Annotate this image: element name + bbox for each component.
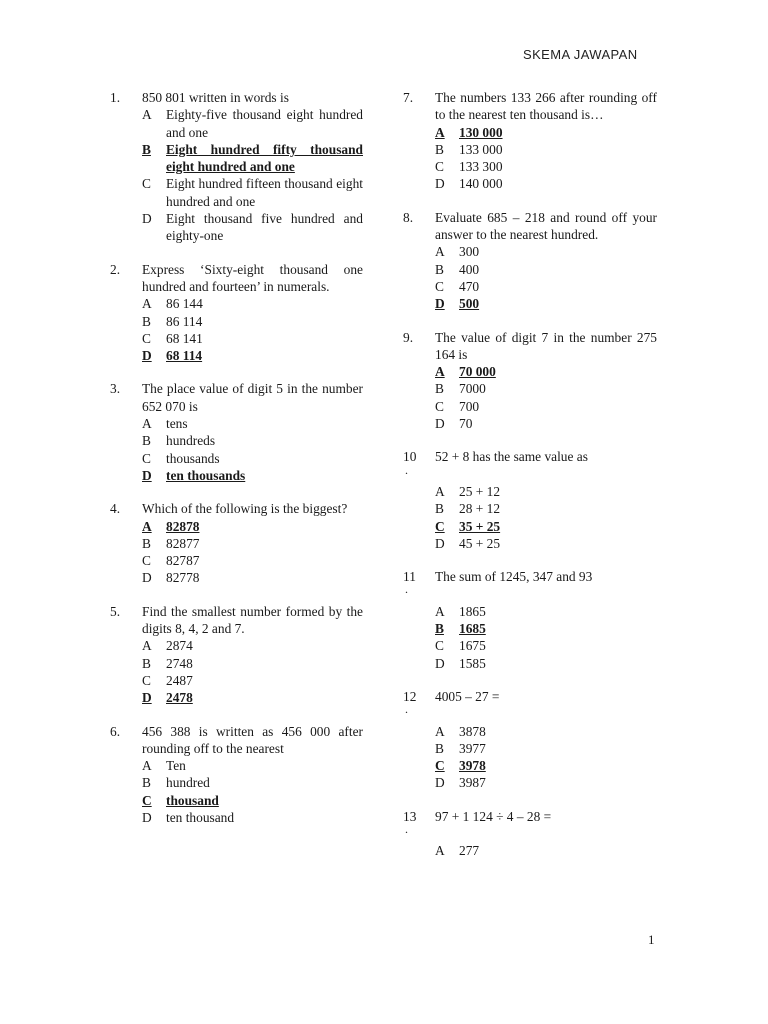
option-letter: C	[142, 176, 151, 192]
option-letter: B	[142, 141, 151, 157]
question-8	[403, 209, 657, 313]
question-11	[403, 568, 657, 672]
left-question-column	[110, 89, 363, 842]
correct-option-c	[142, 792, 363, 809]
option-d	[435, 415, 657, 432]
option-text: 2748	[166, 655, 193, 671]
correct-option-b	[142, 141, 363, 176]
option-a	[142, 106, 363, 141]
option-letter: A	[435, 603, 445, 619]
option-b	[435, 141, 657, 158]
question-number: 5.	[110, 603, 121, 619]
question-number-dot: .	[405, 821, 408, 836]
option-letter: C	[435, 638, 444, 654]
right-question-column	[403, 89, 657, 876]
option-text: 500	[459, 296, 480, 312]
question-number: 12	[403, 688, 417, 704]
question-9	[403, 329, 657, 433]
option-text: 2478	[166, 690, 193, 706]
option-b	[142, 432, 363, 449]
option-d	[435, 535, 657, 552]
option-text: 140 000	[459, 176, 503, 192]
option-letter: C	[435, 159, 444, 175]
option-letter: A	[142, 758, 152, 774]
option-letter: A	[435, 723, 445, 739]
correct-option-c	[435, 757, 657, 774]
question-10	[403, 448, 657, 552]
option-letter: D	[435, 176, 445, 192]
question-1	[110, 89, 363, 245]
option-letter: B	[435, 621, 444, 637]
question-6	[110, 723, 363, 827]
option-letter: C	[142, 672, 151, 688]
option-text: 133 300	[459, 159, 503, 175]
option-text: 133 000	[459, 141, 503, 157]
option-letter: D	[142, 690, 152, 706]
option-text: 3977	[459, 740, 486, 756]
question-number-dot: .	[405, 462, 408, 477]
option-letter: B	[142, 535, 151, 551]
option-b	[142, 313, 363, 330]
option-letter: A	[435, 483, 445, 499]
question-number: 3.	[110, 381, 121, 397]
option-letter: A	[435, 843, 445, 859]
question-number: 2.	[110, 261, 121, 277]
correct-option-a	[142, 518, 363, 535]
option-letter: B	[435, 141, 444, 157]
correct-option-a	[435, 124, 657, 141]
option-c	[142, 330, 363, 347]
option-letter: B	[142, 775, 151, 791]
question-number: 11	[403, 569, 416, 585]
option-a	[435, 243, 657, 260]
option-text: 86 114	[166, 313, 203, 329]
question-number: 4.	[110, 501, 121, 517]
option-text: 45 + 25	[459, 535, 501, 551]
question-number: 1.	[110, 90, 121, 105]
option-text: 130 000	[459, 124, 503, 140]
option-text: 68 141	[166, 330, 203, 346]
option-a	[142, 757, 363, 774]
option-letter: D	[142, 467, 152, 483]
option-a	[142, 295, 363, 312]
option-c	[435, 637, 657, 654]
question-number: 10	[403, 449, 417, 465]
option-text: 28 + 12	[459, 501, 501, 517]
question-text: Evaluate 685 – 218 and round off your answer to the nearest hundred.	[435, 209, 657, 243]
option-letter: C	[435, 518, 445, 534]
option-c	[142, 672, 363, 689]
option-letter: B	[142, 433, 151, 449]
option-c	[142, 175, 363, 210]
option-d	[142, 809, 363, 826]
option-text: hundred	[166, 775, 210, 791]
option-letter: A	[435, 364, 445, 380]
option-text: 2487	[166, 672, 193, 688]
option-letter: B	[142, 313, 151, 329]
option-letter: D	[142, 809, 152, 825]
question-text: 52 + 8 has the same value as	[435, 449, 588, 465]
option-text: 70 000	[459, 364, 496, 380]
option-d	[142, 210, 363, 245]
question-4	[110, 500, 363, 586]
question-13	[403, 808, 657, 860]
option-text: 2874	[166, 638, 193, 654]
option-letter: B	[435, 740, 444, 756]
option-letter: A	[142, 296, 152, 312]
option-letter: D	[142, 348, 152, 364]
question-2	[110, 261, 363, 365]
option-letter: D	[142, 211, 152, 227]
option-a	[435, 483, 657, 500]
option-letter: C	[435, 398, 444, 414]
option-letter: B	[435, 261, 444, 277]
page-header-title: SKEMA JAWAPAN	[523, 47, 638, 62]
option-letter: C	[435, 758, 445, 774]
option-letter: D	[435, 775, 445, 791]
option-text: 3878	[459, 723, 486, 739]
option-d	[142, 569, 363, 586]
option-b	[142, 535, 363, 552]
option-text: 1865	[459, 603, 486, 619]
correct-option-a	[435, 363, 657, 380]
option-letter: D	[435, 416, 445, 432]
option-text: 3987	[459, 775, 486, 791]
option-letter: D	[142, 570, 152, 586]
option-c	[435, 278, 657, 295]
option-c	[142, 552, 363, 569]
option-letter: C	[142, 330, 151, 346]
option-b	[142, 774, 363, 791]
option-text: 7000	[459, 381, 486, 397]
option-b	[142, 655, 363, 672]
question-12	[403, 688, 657, 792]
question-text: The sum of 1245, 347 and 93	[435, 569, 593, 585]
option-letter: C	[142, 450, 151, 466]
option-letter: D	[435, 655, 445, 671]
question-number: 13	[403, 808, 417, 824]
option-d	[435, 774, 657, 791]
option-text: 35 + 25	[459, 518, 501, 534]
correct-option-b	[435, 620, 657, 637]
option-letter: D	[435, 535, 445, 551]
option-text: hundreds	[166, 433, 216, 449]
option-text: 277	[459, 843, 480, 859]
option-text: Ten	[166, 758, 186, 774]
option-text: 1585	[459, 655, 486, 671]
option-text: 82787	[166, 553, 200, 569]
option-b	[435, 380, 657, 397]
option-a	[435, 723, 657, 740]
option-c	[435, 158, 657, 175]
question-number: 6.	[110, 723, 121, 739]
option-letter: A	[142, 638, 152, 654]
option-letter: A	[435, 124, 445, 140]
option-text: 3978	[459, 758, 486, 774]
option-text: Eight hundred fifteen thousand eight hundred and one	[166, 176, 363, 209]
option-letter: B	[435, 381, 444, 397]
question-text: Find the smallest number formed by the digits 8, 4, 2 and 7.	[142, 603, 363, 637]
correct-option-d	[142, 347, 363, 364]
question-text: The numbers 133 266 after rounding off to the nearest ten thousand is…	[435, 90, 657, 123]
option-text: 82878	[166, 518, 200, 534]
option-text: tens	[166, 416, 188, 432]
option-a	[435, 842, 657, 859]
correct-option-d	[142, 467, 363, 484]
option-text: 82877	[166, 535, 200, 551]
option-letter: A	[142, 107, 152, 123]
option-d	[435, 655, 657, 672]
option-text: ten thousands	[166, 467, 246, 483]
option-letter: C	[435, 278, 444, 294]
option-a	[435, 603, 657, 620]
question-text: 4005 – 27 =	[435, 688, 500, 704]
option-text: Eight thousand five hundred and eighty-one	[166, 211, 363, 244]
correct-option-c	[435, 518, 657, 535]
option-text: ten thousand	[166, 809, 235, 825]
question-7	[403, 89, 657, 193]
question-text: Express ‘Sixty-eight thousand one hundred and fourteen’ in numerals.	[142, 261, 363, 294]
option-text: 70	[459, 416, 473, 432]
question-text: 850 801 written in words is	[142, 90, 289, 105]
option-text: thousands	[166, 450, 220, 466]
option-a	[142, 637, 363, 654]
option-letter: A	[142, 416, 152, 432]
question-text: 456 388 is written as 456 000 after rounding off to the nearest	[142, 723, 363, 756]
question-3	[110, 380, 363, 484]
question-number: 8.	[403, 209, 414, 225]
option-c	[142, 450, 363, 467]
option-b	[435, 740, 657, 757]
question-number-dot: .	[405, 582, 408, 597]
option-text: 86 144	[166, 296, 203, 312]
option-letter: C	[142, 553, 151, 569]
option-letter: A	[142, 518, 152, 534]
option-b	[435, 261, 657, 278]
option-text: 68 114	[166, 348, 203, 364]
option-b	[435, 500, 657, 517]
option-letter: B	[142, 655, 151, 671]
correct-option-d	[435, 295, 657, 312]
correct-option-d	[142, 689, 363, 706]
option-letter: B	[435, 501, 444, 517]
question-text: Which of the following is the biggest?	[142, 501, 348, 517]
question-5	[110, 603, 363, 707]
option-letter: A	[435, 244, 445, 260]
option-text: 400	[459, 261, 480, 277]
option-text: 300	[459, 244, 480, 260]
option-text: 25 + 12	[459, 483, 501, 499]
option-text: 700	[459, 398, 480, 414]
question-text: The value of digit 7 in the number 275 164 is	[435, 329, 657, 362]
option-letter: C	[142, 792, 152, 808]
option-text: 470	[459, 278, 480, 294]
option-d	[435, 175, 657, 192]
question-number: 7.	[403, 90, 414, 105]
option-text: 82778	[166, 570, 200, 586]
option-letter: D	[435, 296, 445, 312]
question-number: 9.	[403, 329, 414, 345]
page-number: 1	[648, 932, 655, 947]
option-text: Eight hundred fifty thousand eight hundred and one	[166, 141, 363, 175]
question-number-dot: .	[405, 702, 408, 717]
option-text: thousand	[166, 792, 219, 808]
option-c	[435, 398, 657, 415]
option-text: 1675	[459, 638, 486, 654]
option-text: 1685	[459, 621, 486, 637]
option-a	[142, 415, 363, 432]
question-text: 97 + 1 124 ÷ 4 – 28 =	[435, 808, 552, 824]
question-text: The place value of digit 5 in the number 652 070 is	[142, 381, 363, 414]
option-text: Eighty-five thousand eight hundred and one	[166, 107, 363, 140]
